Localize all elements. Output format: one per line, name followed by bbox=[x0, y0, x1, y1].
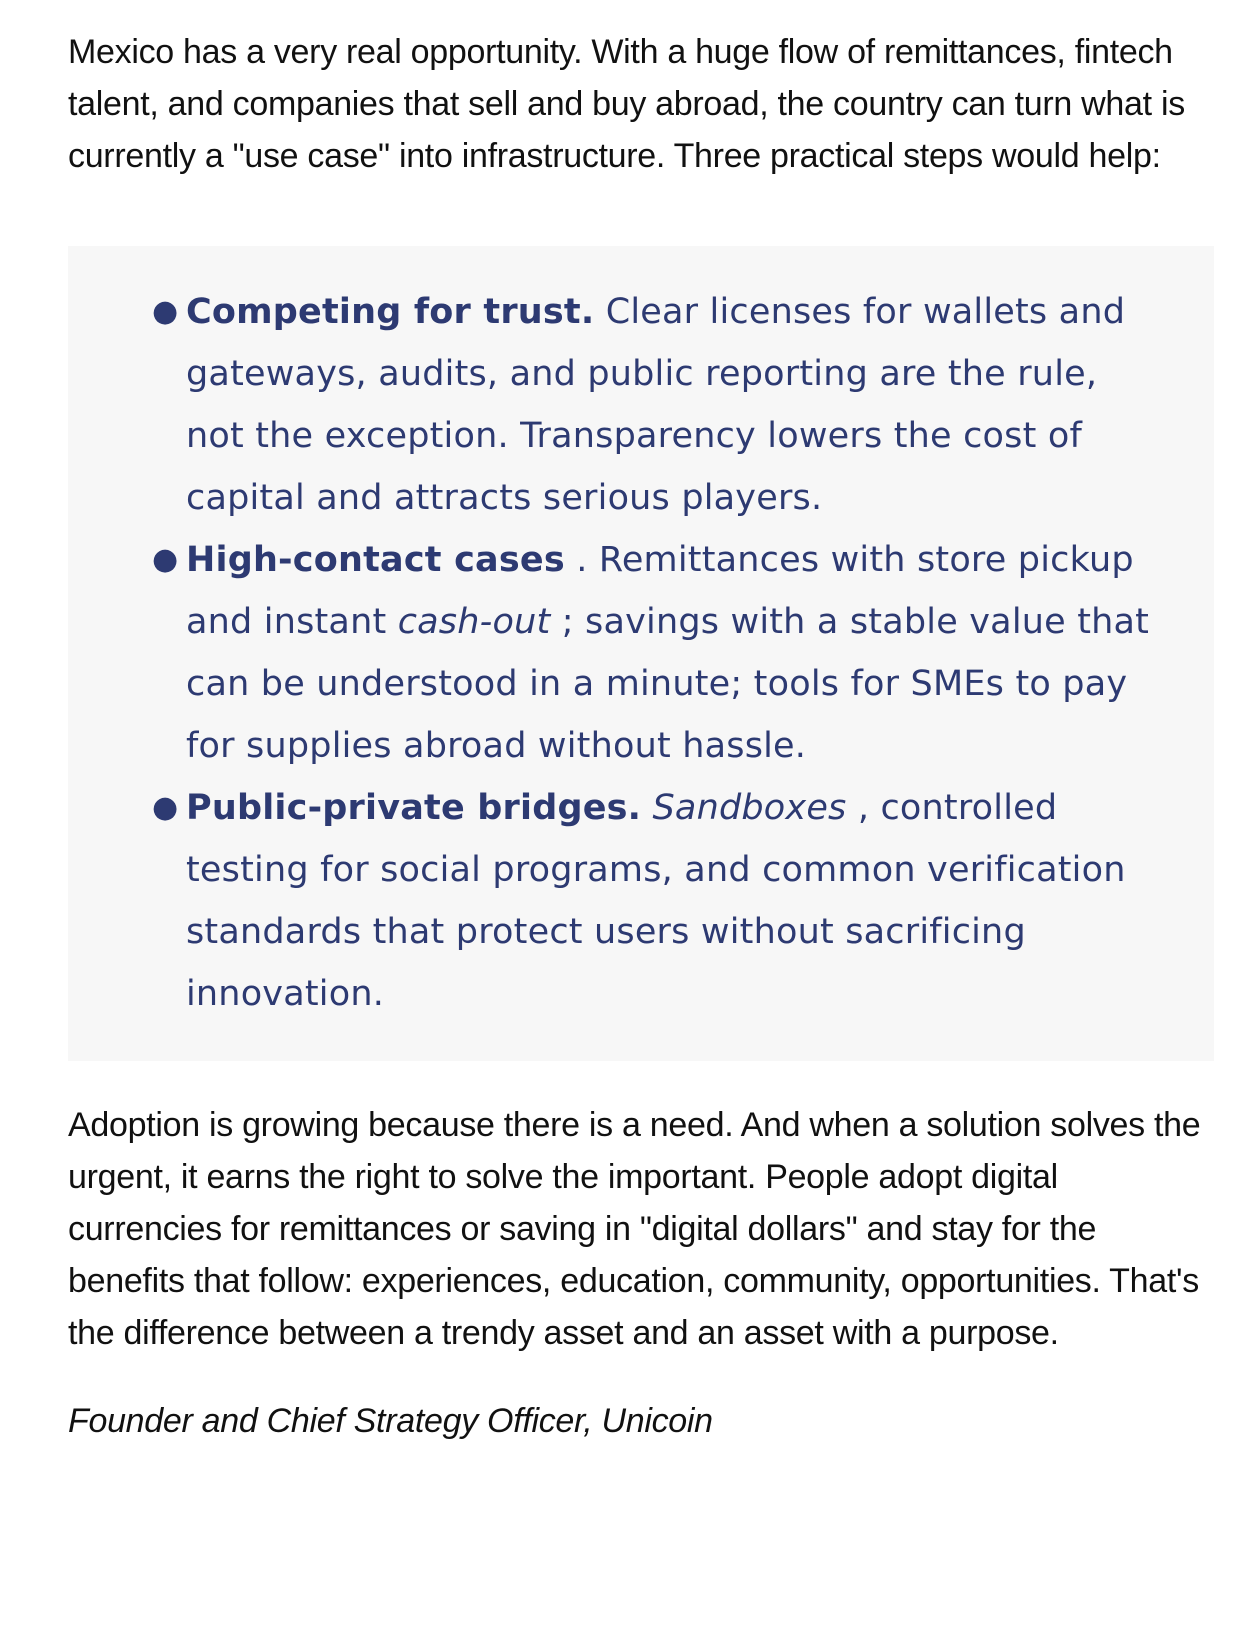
step-emphasis: Sandboxes bbox=[652, 788, 847, 828]
steps-callout-box bbox=[68, 246, 1214, 1061]
step-title: Public-private bridges. bbox=[186, 788, 642, 828]
steps-list bbox=[68, 281, 1214, 1025]
bullet-icon: ● bbox=[152, 294, 179, 329]
step-title: High-contact cases bbox=[186, 540, 565, 580]
step-body: , controlled testing for social programs, and common verification standards that protect users without sacrificing innovation. bbox=[186, 788, 1126, 1014]
step-item-bridges bbox=[152, 777, 1214, 1025]
closing-paragraph: Adoption is growing because there is a need. And when a solution solves the urgent, it earns the right to solve the important. People adopt digital currencies for remittances or saving in "digital dollars" and stay for the benefits that follow: experiences, education, community, opportunities. That's the difference between a trendy asset and an asset with a purpose. bbox=[68, 1106, 1201, 1352]
bullet-icon: ● bbox=[152, 790, 179, 825]
author-signature: Founder and Chief Strategy Officer, Unicoin bbox=[68, 1402, 713, 1440]
step-body: Clear licenses for wallets and gateways, audits, and public reporting are the rule, not the exception. Transparency lowers the cost of capital and attracts serious players. bbox=[186, 292, 1126, 518]
step-title: Competing for trust. bbox=[186, 292, 595, 332]
step-item-trust bbox=[152, 281, 1214, 529]
intro-paragraph: Mexico has a very real opportunity. With a huge flow of remittances, fintech talent, and companies that sell and buy abroad, the country can turn what is currently a "use case" into infrastructure. Three practical steps would help: bbox=[68, 33, 1185, 175]
step-body: ; savings with a stable value that can be understood in a minute; tools for SMEs to pay for supplies abroad without hassle. bbox=[186, 602, 1150, 766]
bullet-icon: ● bbox=[152, 542, 179, 577]
step-body: . Remittances with store pickup and instant bbox=[186, 540, 1134, 642]
article-body bbox=[68, 26, 1214, 1447]
step-item-high-contact bbox=[152, 529, 1214, 777]
step-emphasis: cash-out bbox=[397, 602, 551, 642]
